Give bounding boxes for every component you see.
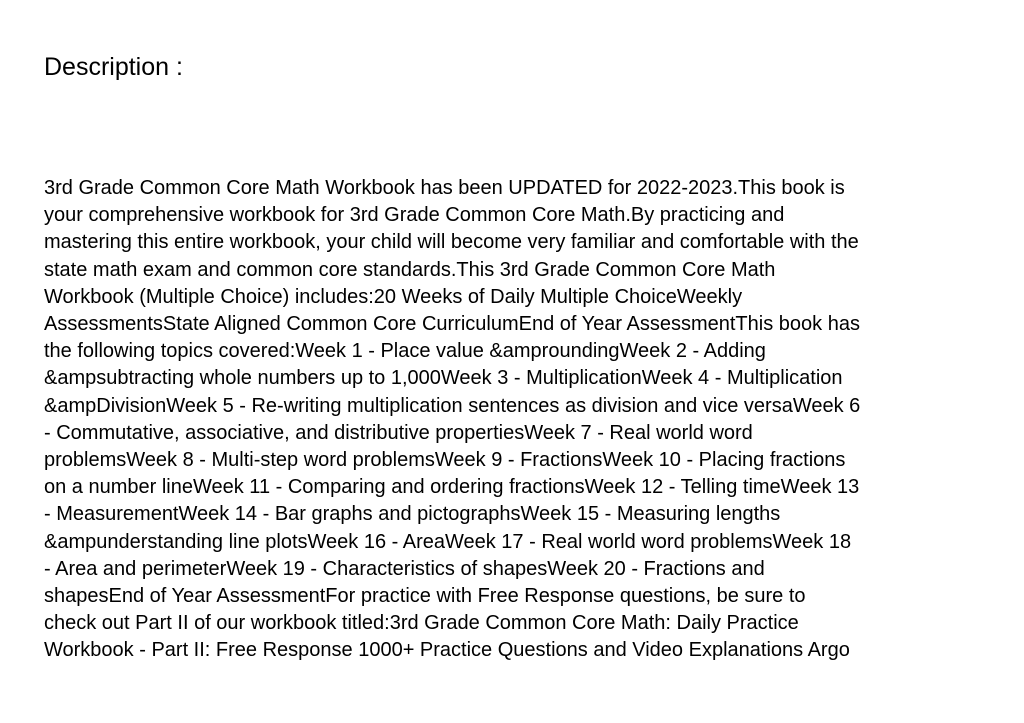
description-line: - MeasurementWeek 14 - Bar graphs and pictographsWeek 15 - Measuring lengths	[44, 503, 781, 526]
description-line: &ampunderstanding line plotsWeek 16 - AreaWeek 17 - Real world word problemsWeek 18	[44, 530, 852, 553]
description-body	[44, 175, 994, 665]
description-line: the following topics covered:Week 1 - Place value &amproundingWeek 2 - Adding	[44, 340, 766, 363]
description-line: Workbook - Part II: Free Response 1000+ Practice Questions and Video Explanations Argo	[44, 639, 850, 662]
description-line: - Area and perimeterWeek 19 - Characteristics of shapesWeek 20 - Fractions and	[44, 557, 765, 580]
description-line: check out Part II of our workbook titled:3rd Grade Common Core Math: Daily Practice	[44, 612, 799, 635]
description-heading: Description :	[44, 53, 183, 81]
description-line: &ampDivisionWeek 5 - Re-writing multiplication sentences as division and vice versaWeek 6	[44, 394, 861, 417]
description-line: your comprehensive workbook for 3rd Grade Common Core Math.By practicing and	[44, 204, 785, 227]
description-line: mastering this entire workbook, your child will become very familiar and comfortable with the	[44, 231, 859, 254]
description-line: shapesEnd of Year AssessmentFor practice with Free Response questions, be sure to	[44, 585, 806, 608]
description-line: state math exam and common core standards.This 3rd Grade Common Core Math	[44, 258, 776, 281]
description-line: Workbook (Multiple Choice) includes:20 Weeks of Daily Multiple ChoiceWeekly	[44, 285, 743, 308]
description-line: problemsWeek 8 - Multi-step word problemsWeek 9 - FractionsWeek 10 - Placing fractions	[44, 449, 846, 472]
description-line: &ampsubtracting whole numbers up to 1,000Week 3 - MultiplicationWeek 4 - Multiplication	[44, 367, 843, 390]
description-line: AssessmentsState Aligned Common Core CurriculumEnd of Year AssessmentThis book has	[44, 313, 860, 336]
description-line: 3rd Grade Common Core Math Workbook has been UPDATED for 2022-2023.This book is	[44, 177, 845, 199]
description-line: on a number lineWeek 11 - Comparing and ordering fractionsWeek 12 - Telling timeWeek 13	[44, 476, 860, 499]
description-line: - Commutative, associative, and distributive propertiesWeek 7 - Real world word	[44, 421, 753, 444]
